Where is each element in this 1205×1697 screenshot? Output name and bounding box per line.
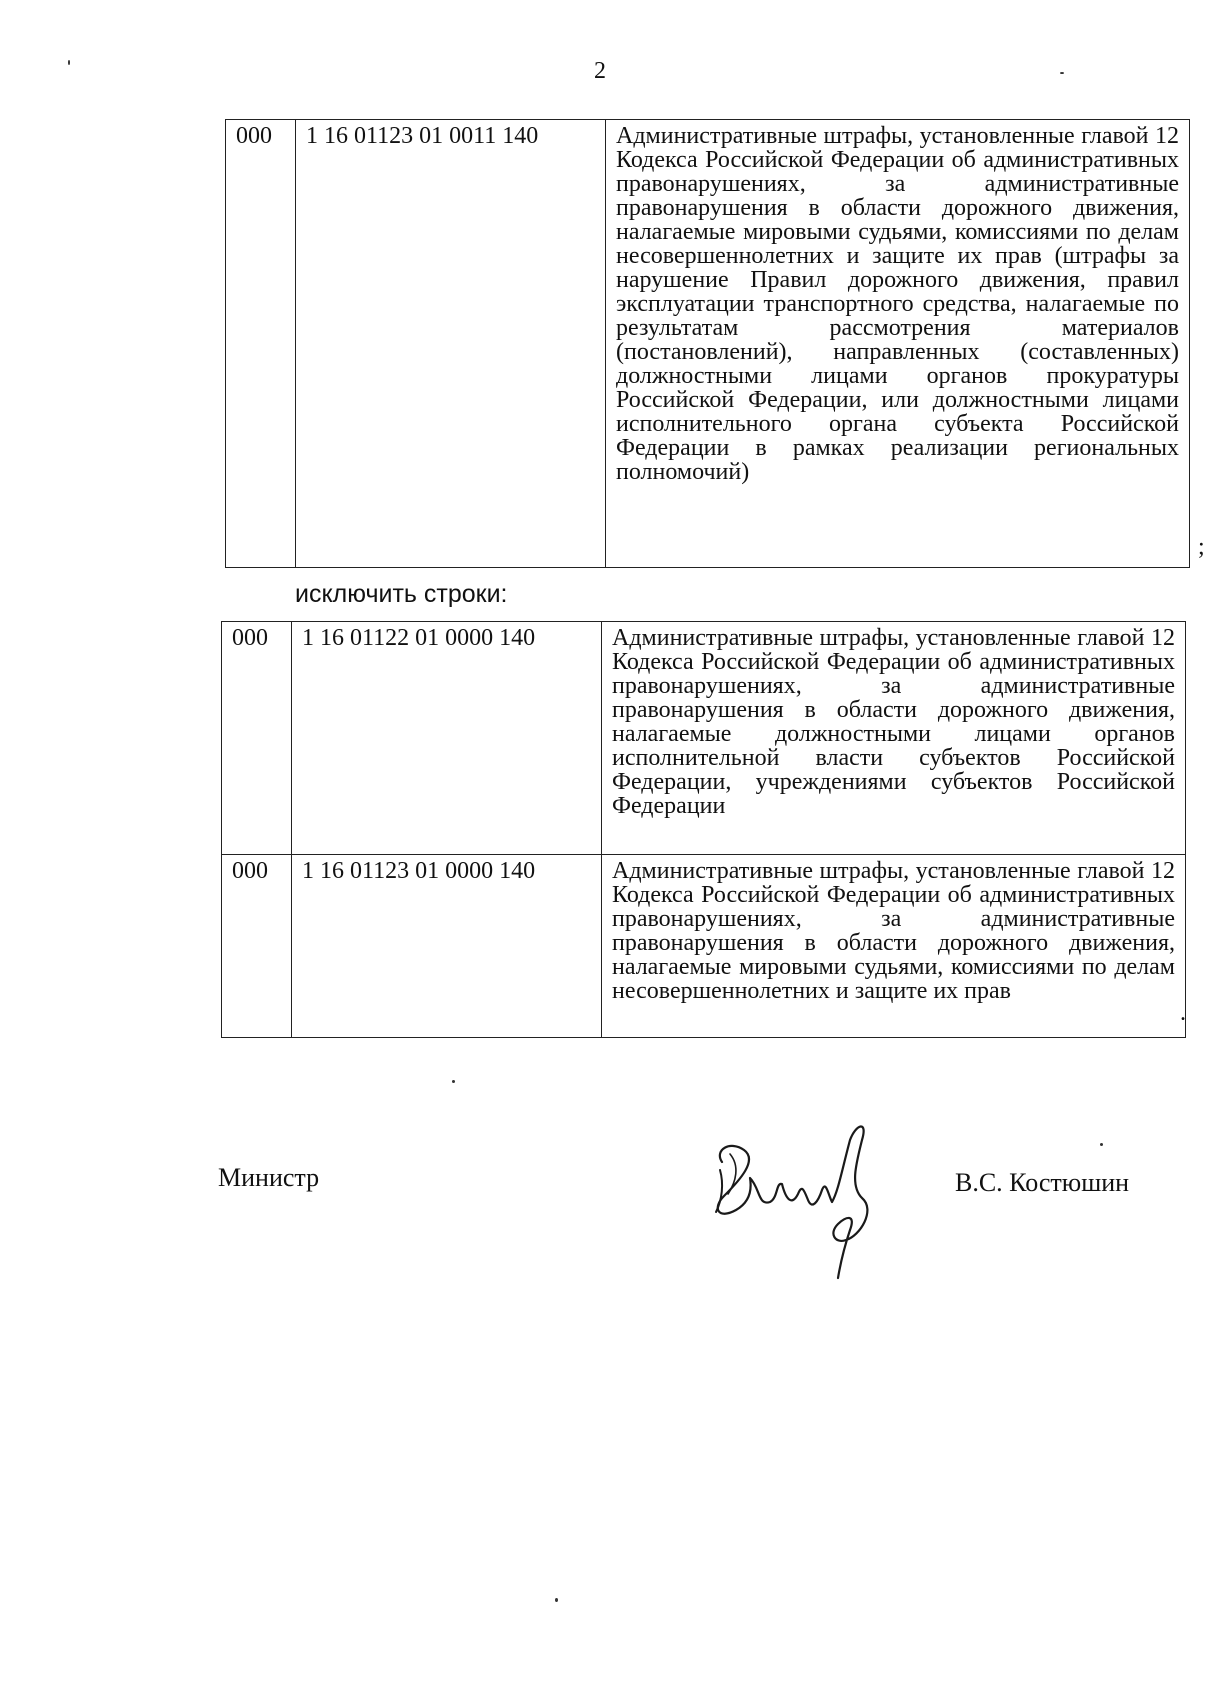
description-cell: Административные штрафы, установленные главой 12 Кодекса Российской Федерации об административных правонарушениях, за административные правонарушения в области дорожного движения, налагаемые мировыми судьями, комиссиями по делам несовершеннолетних и защите их прав [602, 855, 1186, 1038]
admin-code-cell: 000 [222, 622, 292, 855]
table-row [222, 855, 1186, 1038]
scan-speck [1060, 72, 1064, 74]
table-row [226, 120, 1190, 568]
description-cell: Административные штрафы, установленные главой 12 Кодекса Российской Федерации об административных правонарушениях, за административные правонарушения в области дорожного движения, налагаемые должностными лицами органов исполнительной власти субъектов Российской Федерации, учреждениями субъектов Российской Федерации [602, 622, 1186, 855]
table-row [222, 622, 1186, 855]
signer-name: В.С. Костюшин [955, 1168, 1130, 1197]
signer-title: Министр [218, 1163, 320, 1192]
kbk-code-cell: 1 16 01122 01 0000 140 [292, 622, 602, 855]
trailing-semicolon: ; [1198, 534, 1205, 560]
admin-code-cell: 000 [226, 120, 296, 568]
kbk-code-cell: 1 16 01123 01 0011 140 [296, 120, 606, 568]
instruction-text: исключить строки: [295, 580, 508, 608]
trailing-period: . [1180, 1000, 1186, 1026]
amendment-table-remove [221, 621, 1186, 1038]
description-cell: Административные штрафы, установленные главой 12 Кодекса Российской Федерации об административных правонарушениях, за административные правонарушения в области дорожного движения, налагаемые мировыми судьями, комиссиями по делам несовершеннолетних и защите их прав (штрафы за нарушение Правил дорожного движения, правил эксплуатации транспортного средства, налагаемые по результатам рассмотрения материалов (постановлений), направленных (составленных) должностными лицами органов прокуратуры Российской Федерации, или должностными лицами исполнительного органа субъекта Российской Федерации в рамках реализации региональных полномочий) [606, 120, 1190, 568]
kbk-code-cell: 1 16 01123 01 0000 140 [292, 855, 602, 1038]
admin-code-cell: 000 [222, 855, 292, 1038]
page-number: 2 [594, 58, 606, 84]
scan-speck [68, 60, 70, 65]
signature-image [700, 1110, 900, 1280]
scan-speck [555, 1598, 558, 1602]
scan-speck [452, 1080, 455, 1083]
amendment-table-add [225, 119, 1190, 568]
scan-speck [1100, 1143, 1103, 1146]
